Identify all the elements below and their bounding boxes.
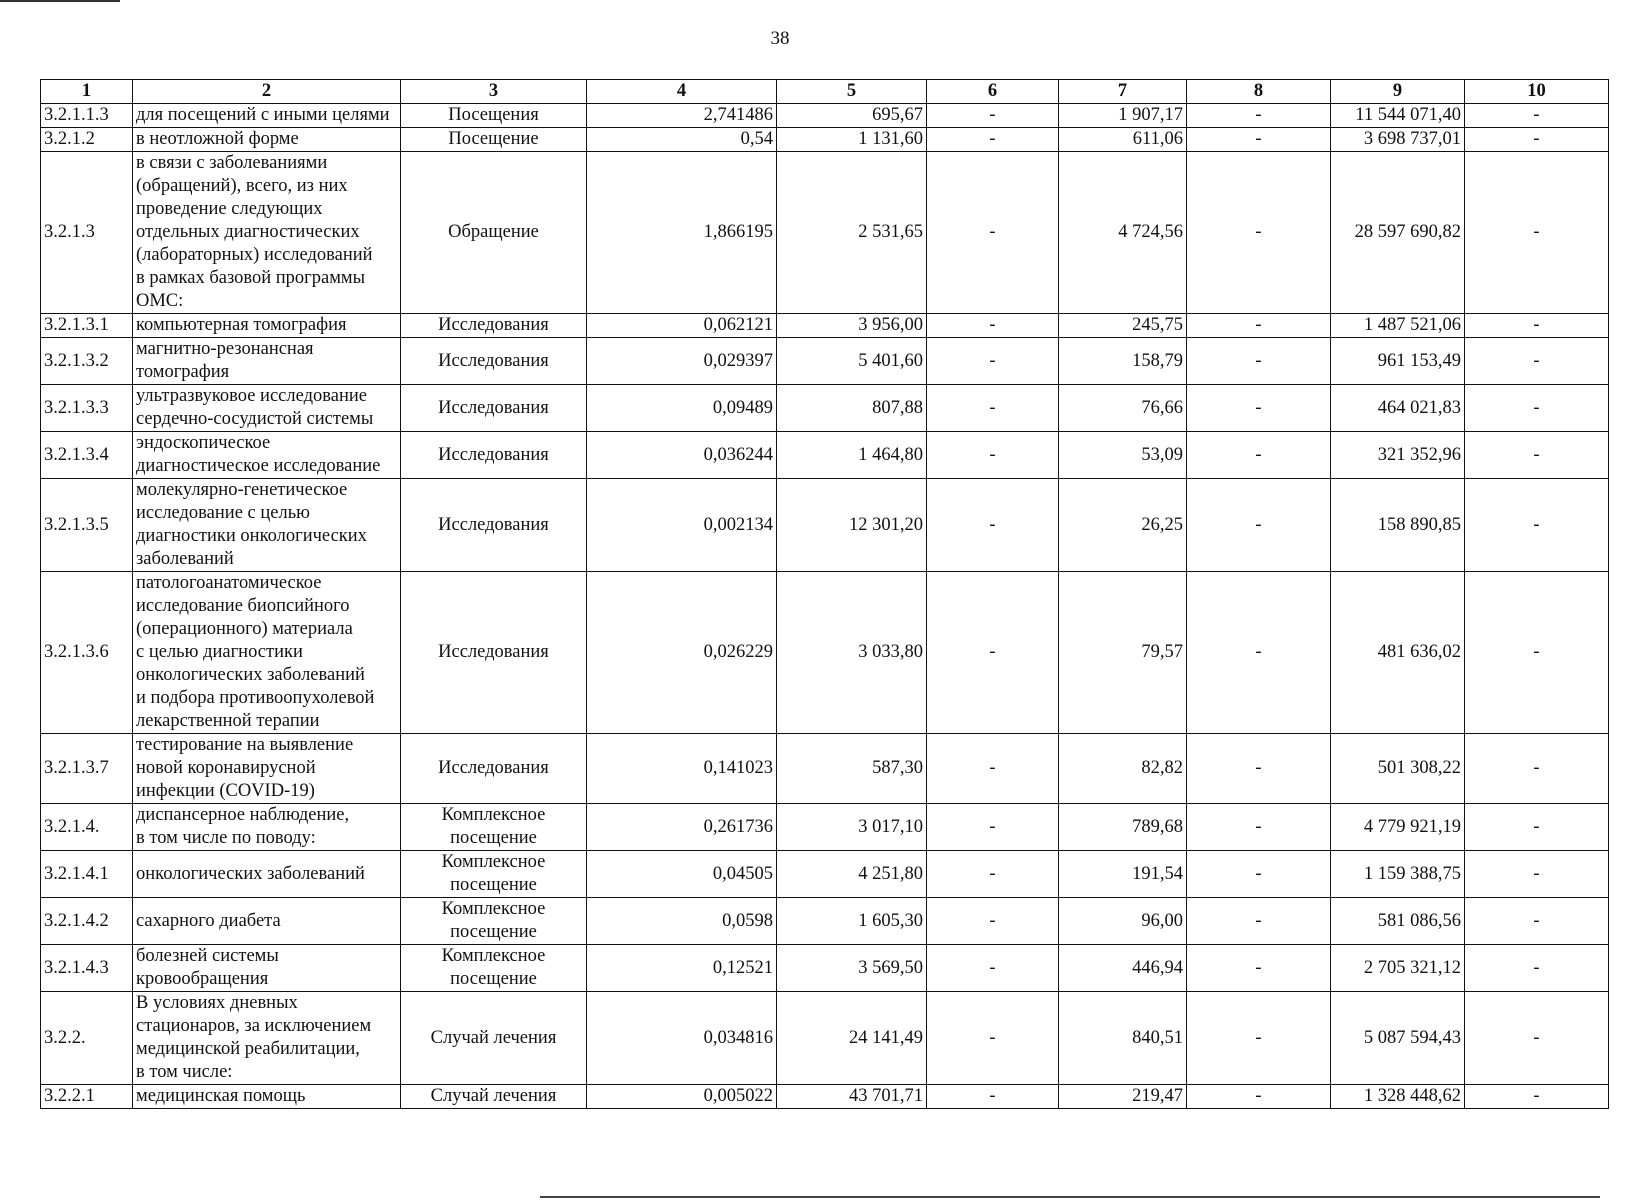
row-value-col6: - xyxy=(927,128,1059,152)
row-value-col9: 464 021,83 xyxy=(1331,385,1465,432)
row-value-col6: - xyxy=(927,945,1059,992)
row-value-col4: 1,866195 xyxy=(587,152,777,314)
row-value-col10: - xyxy=(1465,734,1609,804)
table-row xyxy=(41,572,1609,734)
row-unit: Посещение xyxy=(401,128,587,152)
row-value-col5: 2 531,65 xyxy=(777,152,927,314)
row-value-col8: - xyxy=(1187,734,1331,804)
table-header-row xyxy=(41,80,1609,104)
row-value-col5: 12 301,20 xyxy=(777,479,927,572)
row-value-col4: 0,0598 xyxy=(587,898,777,945)
row-name: сахарного диабета xyxy=(133,898,401,945)
row-unit: Посещения xyxy=(401,104,587,128)
row-value-col10: - xyxy=(1465,1085,1609,1109)
row-value-col8: - xyxy=(1187,898,1331,945)
row-value-col4: 0,12521 xyxy=(587,945,777,992)
row-value-col9: 28 597 690,82 xyxy=(1331,152,1465,314)
row-value-col6: - xyxy=(927,898,1059,945)
row-value-col8: - xyxy=(1187,572,1331,734)
page-number: 38 xyxy=(770,28,790,49)
row-code: 3.2.1.3.2 xyxy=(41,338,133,385)
row-name: в неотложной форме xyxy=(133,128,401,152)
row-value-col8: - xyxy=(1187,152,1331,314)
row-value-col10: - xyxy=(1465,338,1609,385)
row-value-col5: 587,30 xyxy=(777,734,927,804)
column-header: 9 xyxy=(1331,80,1465,104)
row-value-col5: 24 141,49 xyxy=(777,992,927,1085)
row-code: 3.2.1.3.7 xyxy=(41,734,133,804)
row-value-col6: - xyxy=(927,851,1059,898)
row-code: 3.2.1.1.3 xyxy=(41,104,133,128)
row-value-col5: 1 464,80 xyxy=(777,432,927,479)
row-value-col5: 807,88 xyxy=(777,385,927,432)
row-name: ультразвуковое исследование сердечно-сосудистой системы xyxy=(133,385,401,432)
row-code: 3.2.2.1 xyxy=(41,1085,133,1109)
row-value-col9: 961 153,49 xyxy=(1331,338,1465,385)
row-value-col8: - xyxy=(1187,992,1331,1085)
row-value-col9: 158 890,85 xyxy=(1331,479,1465,572)
row-value-col9: 501 308,22 xyxy=(1331,734,1465,804)
row-value-col10: - xyxy=(1465,945,1609,992)
row-value-col4: 0,036244 xyxy=(587,432,777,479)
row-value-col10: - xyxy=(1465,572,1609,734)
row-value-col9: 3 698 737,01 xyxy=(1331,128,1465,152)
row-value-col7: 53,09 xyxy=(1059,432,1187,479)
row-value-col8: - xyxy=(1187,804,1331,851)
row-value-col4: 2,741486 xyxy=(587,104,777,128)
row-code: 3.2.1.4.2 xyxy=(41,898,133,945)
row-value-col4: 0,005022 xyxy=(587,1085,777,1109)
table-row xyxy=(41,314,1609,338)
table-row xyxy=(41,432,1609,479)
scan-edge-line xyxy=(0,0,120,2)
row-unit: Комплексное посещение xyxy=(401,945,587,992)
row-name: для посещений с иными целями xyxy=(133,104,401,128)
row-value-col9: 1 159 388,75 xyxy=(1331,851,1465,898)
row-unit: Случай лечения xyxy=(401,992,587,1085)
column-header: 4 xyxy=(587,80,777,104)
row-value-col6: - xyxy=(927,479,1059,572)
row-value-col5: 3 017,10 xyxy=(777,804,927,851)
row-value-col6: - xyxy=(927,385,1059,432)
row-value-col10: - xyxy=(1465,128,1609,152)
row-value-col5: 1 605,30 xyxy=(777,898,927,945)
row-value-col10: - xyxy=(1465,432,1609,479)
row-unit: Исследования xyxy=(401,479,587,572)
column-header: 8 xyxy=(1187,80,1331,104)
row-value-col7: 611,06 xyxy=(1059,128,1187,152)
row-value-col4: 0,141023 xyxy=(587,734,777,804)
row-value-col4: 0,029397 xyxy=(587,338,777,385)
row-value-col8: - xyxy=(1187,479,1331,572)
row-unit: Исследования xyxy=(401,385,587,432)
row-value-col9: 2 705 321,12 xyxy=(1331,945,1465,992)
row-value-col8: - xyxy=(1187,314,1331,338)
row-code: 3.2.2. xyxy=(41,992,133,1085)
row-value-col8: - xyxy=(1187,1085,1331,1109)
row-value-col7: 789,68 xyxy=(1059,804,1187,851)
row-unit: Комплексное посещение xyxy=(401,851,587,898)
row-code: 3.2.1.4. xyxy=(41,804,133,851)
column-header: 6 xyxy=(927,80,1059,104)
row-value-col4: 0,54 xyxy=(587,128,777,152)
row-name: в связи с заболеваниями (обращений), всего, из них проведение следующих отдельных диагностических (лабораторных) исследований в рамках базовой программы ОМС: xyxy=(133,152,401,314)
row-value-col10: - xyxy=(1465,992,1609,1085)
row-value-col10: - xyxy=(1465,385,1609,432)
row-value-col6: - xyxy=(927,572,1059,734)
row-code: 3.2.1.3.6 xyxy=(41,572,133,734)
row-value-col4: 0,09489 xyxy=(587,385,777,432)
row-value-col4: 0,026229 xyxy=(587,572,777,734)
row-value-col6: - xyxy=(927,432,1059,479)
row-name: онкологических заболеваний xyxy=(133,851,401,898)
row-value-col6: - xyxy=(927,338,1059,385)
row-value-col5: 43 701,71 xyxy=(777,1085,927,1109)
row-value-col10: - xyxy=(1465,314,1609,338)
row-name: магнитно-резонансная томография xyxy=(133,338,401,385)
row-unit: Комплексное посещение xyxy=(401,898,587,945)
row-unit: Комплексное посещение xyxy=(401,804,587,851)
table-row xyxy=(41,152,1609,314)
column-header: 5 xyxy=(777,80,927,104)
row-value-col7: 158,79 xyxy=(1059,338,1187,385)
row-name: медицинская помощь xyxy=(133,1085,401,1109)
table-row xyxy=(41,945,1609,992)
column-header: 3 xyxy=(401,80,587,104)
row-value-col10: - xyxy=(1465,479,1609,572)
column-header: 2 xyxy=(133,80,401,104)
row-value-col6: - xyxy=(927,992,1059,1085)
table-row xyxy=(41,851,1609,898)
row-value-col9: 581 086,56 xyxy=(1331,898,1465,945)
table-row xyxy=(41,898,1609,945)
row-code: 3.2.1.4.3 xyxy=(41,945,133,992)
row-name: болезней системы кровообращения xyxy=(133,945,401,992)
row-code: 3.2.1.4.1 xyxy=(41,851,133,898)
row-unit: Исследования xyxy=(401,432,587,479)
table-row xyxy=(41,479,1609,572)
row-unit: Исследования xyxy=(401,314,587,338)
table-row xyxy=(41,734,1609,804)
row-value-col5: 4 251,80 xyxy=(777,851,927,898)
row-value-col8: - xyxy=(1187,338,1331,385)
row-value-col9: 321 352,96 xyxy=(1331,432,1465,479)
row-value-col4: 0,261736 xyxy=(587,804,777,851)
row-name: диспансерное наблюдение, в том числе по поводу: xyxy=(133,804,401,851)
row-unit: Исследования xyxy=(401,734,587,804)
row-unit: Исследования xyxy=(401,338,587,385)
column-header: 1 xyxy=(41,80,133,104)
row-value-col10: - xyxy=(1465,851,1609,898)
row-value-col7: 96,00 xyxy=(1059,898,1187,945)
row-value-col5: 5 401,60 xyxy=(777,338,927,385)
row-value-col5: 3 956,00 xyxy=(777,314,927,338)
row-value-col8: - xyxy=(1187,851,1331,898)
table-row xyxy=(41,128,1609,152)
table-row xyxy=(41,385,1609,432)
row-value-col5: 3 033,80 xyxy=(777,572,927,734)
row-code: 3.2.1.3.3 xyxy=(41,385,133,432)
row-value-col7: 4 724,56 xyxy=(1059,152,1187,314)
table-row xyxy=(41,992,1609,1085)
row-code: 3.2.1.3.1 xyxy=(41,314,133,338)
row-value-col7: 82,82 xyxy=(1059,734,1187,804)
scan-edge-line xyxy=(540,1196,1600,1198)
row-value-col7: 1 907,17 xyxy=(1059,104,1187,128)
row-name: эндоскопическое диагностическое исследование xyxy=(133,432,401,479)
row-value-col8: - xyxy=(1187,128,1331,152)
table-row xyxy=(41,338,1609,385)
row-unit: Случай лечения xyxy=(401,1085,587,1109)
row-value-col5: 695,67 xyxy=(777,104,927,128)
row-value-col6: - xyxy=(927,152,1059,314)
row-value-col9: 481 636,02 xyxy=(1331,572,1465,734)
row-value-col6: - xyxy=(927,314,1059,338)
row-name: тестирование на выявление новой коронавирусной инфекции (COVID-19) xyxy=(133,734,401,804)
table-row xyxy=(41,804,1609,851)
row-value-col8: - xyxy=(1187,945,1331,992)
row-value-col7: 219,47 xyxy=(1059,1085,1187,1109)
row-value-col8: - xyxy=(1187,104,1331,128)
row-value-col6: - xyxy=(927,804,1059,851)
table-row xyxy=(41,104,1609,128)
row-unit: Обращение xyxy=(401,152,587,314)
row-value-col9: 1 328 448,62 xyxy=(1331,1085,1465,1109)
row-value-col4: 0,034816 xyxy=(587,992,777,1085)
column-header: 10 xyxy=(1465,80,1609,104)
row-value-col9: 11 544 071,40 xyxy=(1331,104,1465,128)
row-name: компьютерная томография xyxy=(133,314,401,338)
row-name: молекулярно-генетическое исследование с целью диагностики онкологических заболеваний xyxy=(133,479,401,572)
row-value-col7: 76,66 xyxy=(1059,385,1187,432)
row-value-col7: 245,75 xyxy=(1059,314,1187,338)
row-unit: Исследования xyxy=(401,572,587,734)
row-value-col9: 5 087 594,43 xyxy=(1331,992,1465,1085)
row-value-col5: 1 131,60 xyxy=(777,128,927,152)
row-value-col4: 0,002134 xyxy=(587,479,777,572)
row-value-col9: 1 487 521,06 xyxy=(1331,314,1465,338)
row-value-col7: 191,54 xyxy=(1059,851,1187,898)
row-value-col7: 79,57 xyxy=(1059,572,1187,734)
table-row xyxy=(41,1085,1609,1109)
row-value-col6: - xyxy=(927,104,1059,128)
row-value-col9: 4 779 921,19 xyxy=(1331,804,1465,851)
row-name: патологоанатомическое исследование биопсийного (операционного) материала с целью диагностики онкологических заболеваний и подбора противоопухолевой лекарственной терапии xyxy=(133,572,401,734)
row-value-col8: - xyxy=(1187,432,1331,479)
row-value-col5: 3 569,50 xyxy=(777,945,927,992)
row-code: 3.2.1.3.5 xyxy=(41,479,133,572)
row-value-col10: - xyxy=(1465,152,1609,314)
row-value-col7: 26,25 xyxy=(1059,479,1187,572)
row-code: 3.2.1.3.4 xyxy=(41,432,133,479)
row-value-col7: 446,94 xyxy=(1059,945,1187,992)
row-code: 3.2.1.2 xyxy=(41,128,133,152)
row-value-col7: 840,51 xyxy=(1059,992,1187,1085)
row-value-col4: 0,062121 xyxy=(587,314,777,338)
row-name: В условиях дневных стационаров, за исключением медицинской реабилитации, в том числе: xyxy=(133,992,401,1085)
row-value-col10: - xyxy=(1465,898,1609,945)
row-code: 3.2.1.3 xyxy=(41,152,133,314)
row-value-col10: - xyxy=(1465,804,1609,851)
row-value-col8: - xyxy=(1187,385,1331,432)
row-value-col10: - xyxy=(1465,104,1609,128)
data-table xyxy=(40,79,1609,1109)
row-value-col6: - xyxy=(927,734,1059,804)
row-value-col6: - xyxy=(927,1085,1059,1109)
row-value-col4: 0,04505 xyxy=(587,851,777,898)
column-header: 7 xyxy=(1059,80,1187,104)
